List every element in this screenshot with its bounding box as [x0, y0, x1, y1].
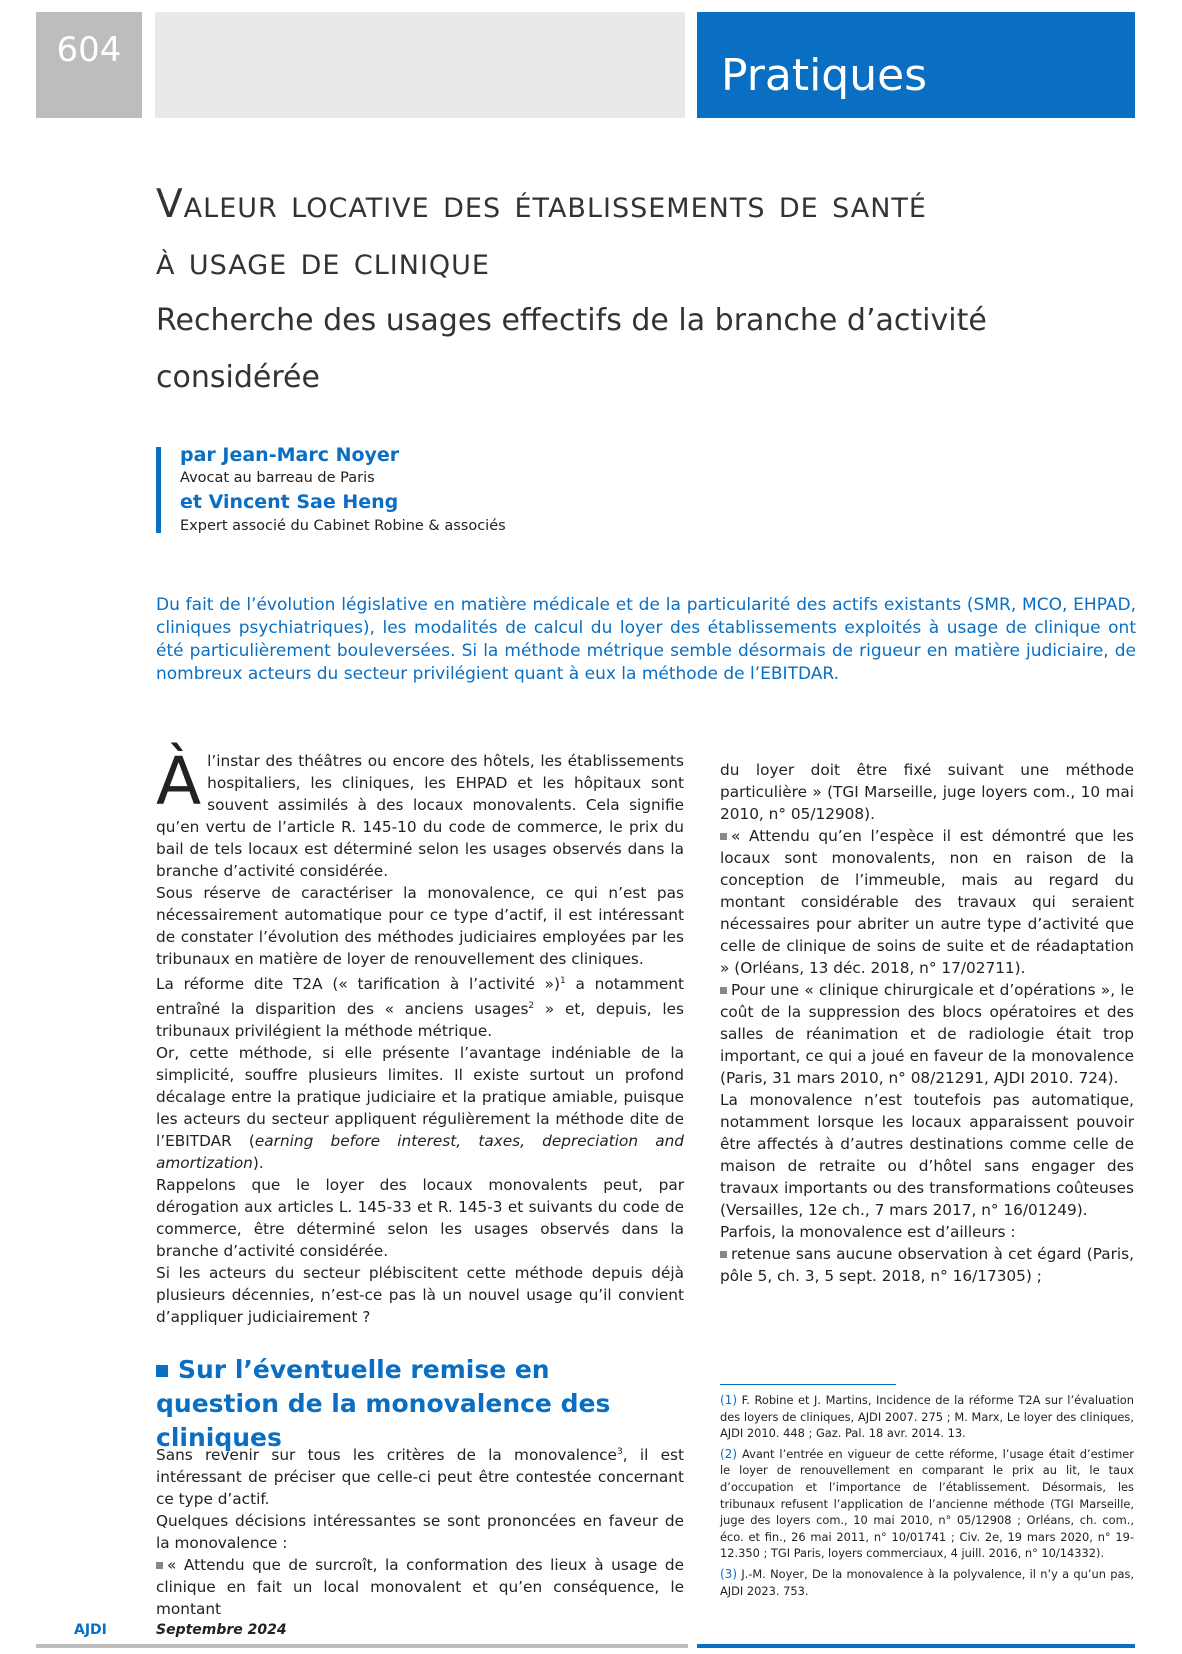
subtitle-line-2: considérée [156, 360, 320, 395]
paragraph-1 [156, 743, 684, 882]
title-line-1: Valeur locative des établissements de santé [156, 182, 927, 227]
footnote-2 [720, 1446, 1134, 1562]
section-label: Pratiques [697, 12, 1135, 118]
author-1-role: Avocat au barreau de Paris [180, 470, 375, 486]
author-accent-bar [156, 447, 161, 533]
author-2-name: et Vincent Sae Heng [180, 491, 399, 513]
paragraph-2: Sous réserve de caractériser la monovalence, ce qui n’est pas nécessairement automatique pour ce type d’actif, il est intéressant de constater l’évolution des méthodes judiciaires employées par les tribunaux en matière de loyer de renouvellement des cliniques. [156, 884, 684, 968]
section-heading-text: Sur l’éventuelle remise en question de la monovalence des cliniques [156, 1355, 611, 1452]
page-number-text: 604 [56, 30, 122, 70]
heading-square-icon [156, 1365, 168, 1377]
section-2-paragraph-1-a: Sans revenir sur tous les critères de la monovalence [156, 1446, 617, 1465]
section-2-paragraph-3-text: « Attendu que de surcroît, la conformation des lieux à usage de clinique en fait un local monovalent et qu’en conséquence, le montant [156, 1556, 684, 1619]
paragraph-3 [156, 970, 684, 1042]
bullet-icon [156, 1562, 163, 1569]
footer-date: Septembre 2024 [156, 1622, 287, 1638]
footer-grey-rule [36, 1644, 688, 1648]
right-paragraph-5: Parfois, la monovalence est d’ailleurs : [720, 1223, 1016, 1241]
footnote-1-number: (1) [720, 1393, 737, 1407]
bullet-icon [720, 1251, 727, 1258]
right-paragraph-3-text: Pour une « clinique chirurgicale et d’opérations », le coût de la suppression des blocs opératoires et des salles de réanimation et de radiologie était trop important, ce qui a joué en faveur de la monovalence (Paris, 31 mars 2010, n° 08/21291, AJDI 2010. 724). [720, 981, 1134, 1087]
right-paragraph-3 [720, 979, 1134, 1089]
footnote-2-text: Avant l’entrée en vigueur de cette réforme, l’usage était d’estimer le loyer de renouvellement en comparant le prix au lit, le taux d’occupation et l’importance de l’établissement. Désormais, les tribunaux refusent l’application de l’ancienne méthode (TGI Marseille, juge des loyers com., 10 mai 2010, n° 05/12908 ; Orléans, ch. com., éco. et fin., 26 mai 2011, n° 10/01741 ; Civ. 2e, 19 mars 2020, n° 19-12.350 ; TGI Paris, loyers commerciaux, 4 juill. 2016, n° 10/14332). [720, 1446, 1134, 1561]
paragraph-1-text: l’instar des théâtres ou encore des hôtels, les établissements hospitaliers, les cliniques, les EHPAD et les hôpitaux sont souvent assimilés à des locaux monovalents. Cela signifie qu’en vertu de l’article R. 145-10 du code de commerce, le prix du bail de tels locaux est déterminé selon les usages observés dans la branche d’activité considérée. [156, 752, 684, 880]
right-paragraph-1: du loyer doit être fixé suivant une méthode particulière » (TGI Marseille, juge loyers com., 10 mai 2010, n° 05/12908). [720, 761, 1134, 823]
title-line-2: à usage de clinique [156, 239, 490, 284]
section-2-paragraph-3 [156, 1554, 684, 1620]
ebitdar-definition: earning before interest, taxes, depreciation and amortization [156, 1132, 685, 1173]
left-column-section-2 [156, 1441, 684, 1620]
paragraph-6: Si les acteurs du secteur plébiscitent cette méthode depuis déjà plusieurs décennies, n’est-ce pas là un nouvel usage qu’il convient d’appliquer judiciairement ? [156, 1264, 684, 1327]
footnote-3-number: (3) [720, 1566, 737, 1581]
section-heading [156, 1353, 676, 1455]
bullet-icon [720, 987, 727, 994]
footnote-divider [720, 1384, 896, 1385]
author-2-role: Expert associé du Cabinet Robine & associés [180, 518, 506, 534]
footer-blue-rule [697, 1644, 1135, 1648]
page-number [36, 12, 142, 118]
bullet-icon [720, 833, 727, 840]
section-2-paragraph-1 [156, 1441, 684, 1510]
left-column [156, 743, 685, 1328]
right-paragraph-2 [720, 825, 1134, 979]
right-paragraph-6-text: retenue sans aucune observation à cet égard (Paris, pôle 5, ch. 3, 5 sept. 2018, n° 16/17305) ; [720, 1245, 1134, 1285]
right-paragraph-2-text: « Attendu qu’en l’espèce il est démontré que les locaux sont monovalents, non en raison de la conception de l’immeuble, mais au regard du montant considérable des travaux qui seraient nécessaires pour abriter un autre type d’activité que celle de clinique de soins de suite et de réadaptation » (Orléans, 13 déc. 2018, n° 17/02711). [720, 827, 1134, 977]
footnote-1-text: F. Robine et J. Martins, Incidence de la réforme T2A sur l’évaluation des loyers de cliniques, AJDI 2007. 275 ; M. Marx, Le loyer des cliniques, AJDI 2010. 448 ; Gaz. Pal. 18 avr. 2014. 13. [720, 1393, 1134, 1441]
section-2-paragraph-1-b: , il est intéressant de préciser que celle-ci peut être contestée concernant ce type d’actif. [156, 1446, 685, 1509]
right-paragraph-6 [720, 1243, 1134, 1287]
paragraph-3-b: a notamment entraîné la disparition des « anciens usages [156, 975, 684, 1019]
drop-cap: À [156, 743, 202, 820]
paragraph-3-a: La réforme dite T2A (« tarification à l’activité ») [156, 975, 560, 994]
footnote-ref-3[interactable]: 3 [616, 1447, 623, 1457]
paragraph-4-b: ). [252, 1154, 264, 1173]
abstract: Du fait de l’évolution législative en matière médicale et de la particularité des actifs existants (SMR, MCO, EHPAD, cliniques psychiatriques), les modalités de calcul du loyer des établissements exploités à usage de clinique ont été particulièrement bouleversées. Si la méthode métrique semble désormais de rigueur en matière judiciaire, de nombreux acteurs du secteur privilégient quant à eux la méthode de l’EBITDAR. [156, 595, 1136, 684]
paragraph-3-c: » et, depuis, les tribunaux privilégient la méthode métrique. [156, 1000, 684, 1041]
header-grey-bar [155, 12, 685, 118]
footnote-ref-2[interactable]: 2 [528, 1001, 535, 1012]
footnote-3-text: J.-M. Noyer, De la monovalence à la polyvalence, il n’y a qu’un pas, AJDI 2023. 753. [720, 1566, 1134, 1598]
footnotes [720, 1392, 1134, 1603]
subtitle-line-1: Recherche des usages effectifs de la branche d’activité [156, 303, 987, 338]
article-subtitle [156, 292, 1116, 406]
footnote-ref-1[interactable]: 1 [560, 976, 566, 986]
author-1-name: par Jean-Marc Noyer [180, 444, 400, 466]
paragraph-5: Rappelons que le loyer des locaux monovalents peut, par dérogation aux articles L. 145-33 et R. 145-3 et suivants du code de commerce, être déterminé selon les usages observés dans la branche d’activité considérée. [156, 1176, 684, 1261]
footnote-3 [720, 1566, 1134, 1599]
footnote-1 [720, 1392, 1134, 1442]
article-title [156, 176, 1116, 290]
right-paragraph-4: La monovalence n’est toutefois pas automatique, notamment lorsque les locaux apparaissent pouvoir être affectés à d’autres destinations comme celle de maison de retraite ou d’hôtel sans engager des travaux importants ou des transformations coûteuses (Versailles, 12e ch., 7 mars 2017, n° 16/01249). [720, 1091, 1134, 1219]
footer-journal: AJDI [74, 1622, 107, 1638]
footnote-2-number: (2) [720, 1446, 737, 1461]
paragraph-4-a: Or, cette méthode, si elle présente l’avantage indéniable de la simplicité, souffre plusieurs limites. Il existe surtout un profond décalage entre la pratique judiciaire et la pratique amiable, puisque les acteurs du secteur appliquent régulièrement la méthode dite de l’EBITDAR ( [156, 1044, 684, 1151]
section-2-paragraph-2: Quelques décisions intéressantes se sont prononcées en faveur de la monovalence : [156, 1512, 684, 1553]
right-column [720, 759, 1134, 1287]
paragraph-4 [156, 1042, 684, 1174]
